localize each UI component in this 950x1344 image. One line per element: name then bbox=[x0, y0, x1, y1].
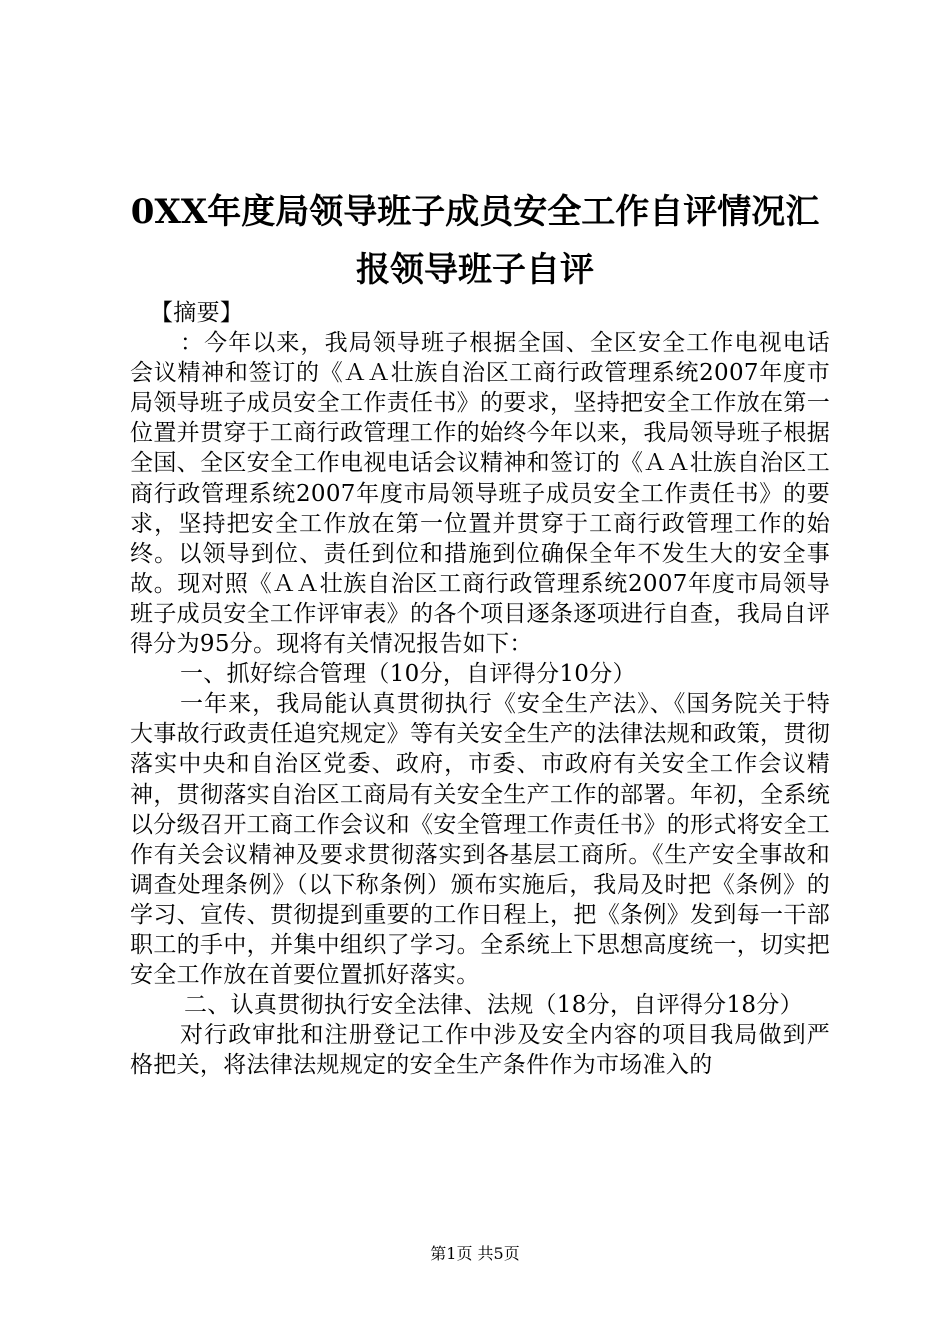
abstract-label: 【摘要】 bbox=[150, 300, 244, 326]
document-body bbox=[130, 298, 830, 1080]
document-title-line-1: 0XX年度局领导班子成员安全工作自评情况汇 bbox=[130, 192, 820, 232]
section-2-paragraph: 对行政审批和注册登记工作中涉及安全内容的项目我局做到严格把关，将法律法规规定的安全生产条件作为市场准入的 bbox=[130, 1022, 830, 1079]
document-title-line-2: 报领导班子自评 bbox=[356, 250, 594, 290]
abstract-paragraph: ：今年以来，我局领导班子根据全国、全区安全工作电视电话会议精神和签订的《ＡＡ壮族自治区工商行政管理系统2007年度市局领导班子成员安全工作责任书》的要求，坚持把安全工作放在第一位置并贯穿于工商行政管理工作的始终今年以来，我局领导班子根据全国、全区安全工作电视电话会议精神和签订的《ＡＡ壮族自治区工商行政管理系统2007年度市局领导班子成员安全工作责任书》的要求，坚持把安全工作放在第一位置并贯穿于工商行政管理工作的始终。以领导到位、责任到位和措施到位确保全年不发生大的安全事故。现对照《ＡＡ壮族自治区工商行政管理系统2007年度市局领导班子成员安全工作评审表》的各个项目逐条逐项进行自查，我局自评得分为95分。现将有关情况报告如下： bbox=[130, 330, 830, 658]
page-footer: 第1页 共5页 bbox=[430, 1244, 520, 1263]
section-2-heading: 二、认真贯彻执行安全法律、法规（18分，自评得分18分） bbox=[184, 992, 803, 1019]
section-1-paragraph: 一年来，我局能认真贯彻执行《安全生产法》、《国务院关于特大事故行政责任追究规定》等有关安全生产的法律法规和政策，贯彻落实中央和自治区党委、政府，市委、市政府有关安全工作会议精神，贯彻落实自治区工商局有关安全生产工作的部署。年初，全系统以分级召开工商工作会议和《安全管理工作责任书》的形式将安全工作有关会议精神及要求贯彻落实到各基层工商所。《生产安全事故和调查处理条例》（以下称条例）颁布实施后，我局及时把《条例》的学习、宣传、贯彻提到重要的工作日程上，把《条例》发到每一干部职工的手中，并集中组织了学习。全系统上下思想高度统一，切实把安全工作放在首要位置抓好落实。 bbox=[130, 691, 830, 989]
section-1-heading: 一、抓好综合管理（10分，自评得分10分） bbox=[180, 661, 636, 688]
